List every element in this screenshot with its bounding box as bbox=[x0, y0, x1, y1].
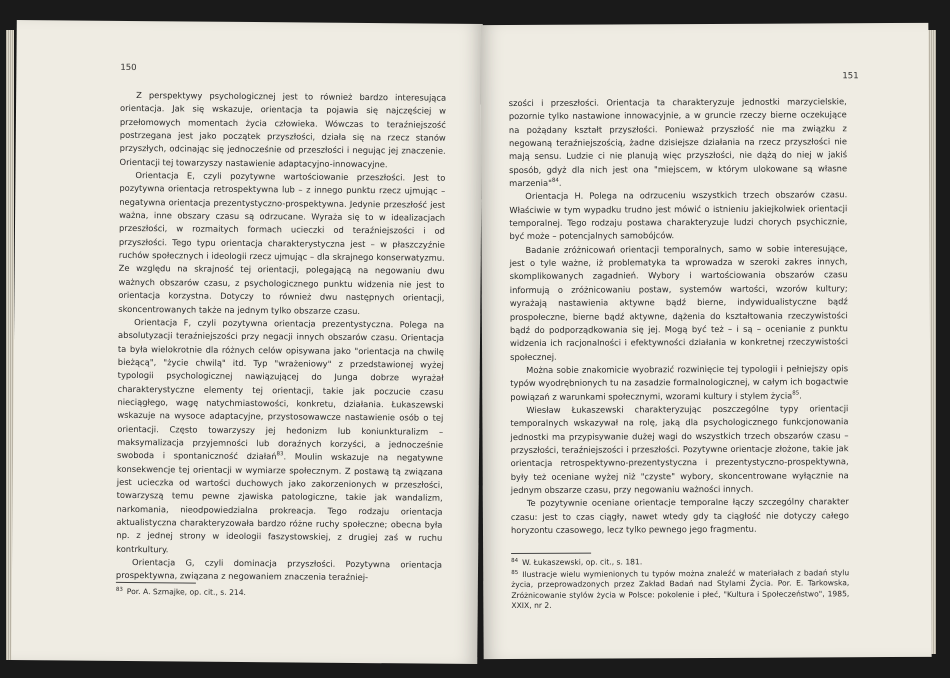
footnote-number: 83 bbox=[115, 586, 123, 593]
footnote-number: 85 bbox=[511, 569, 519, 576]
paragraph: szości i przeszłości. Orientacja ta charakteryzuje jednostki marzycielskie, pozornie tylko nastawione innowacyjnie, a w gruncie rzeczy bierne oczekujące na pożądany kształt przyszłości. Ponieważ przyszłość nie ma związku z negowaną teraźniejszością, żadne dzisiejsze działania na rzecz przyszłości nie mają sensu. Ludzie ci nie planują więc przyszłości, nie dążą do niej w jakiś sposób, gdyż dla nich jest ona "miejscem, w którym ulokowane są własne marzenia"$^{84}$. bbox=[508, 96, 848, 189]
footnotes bbox=[116, 574, 442, 601]
footnote-ref: 85 bbox=[792, 390, 800, 397]
footnote-text: Por. A. Szmajke, op. cit., s. 214. bbox=[126, 586, 247, 598]
right-page bbox=[480, 23, 931, 659]
paragraph-text: Orientacja F, czyli pozytywna orientacja prezentystyczna. Polega na absolutyzacji teraźniejszości przy negacji innych obszarów czasu. Orientacja ta była wielokrotnie dla różnych celów opisywana jako "orientacja na chwilę bieżącą", "życie chwilą" itd. Typ "wrażeniowy" z przedstawionej wyżej typologii psychologicznej nawiązującej do Junga dobrze wyrażał charakterystyczne elementy tej orientacji, takie jak poczucie czasu nieciągłego, wagę natychmiastowości, konkretu, działania. Łukaszewski wskazuje na wysoce adaptacyjne, przystosowawcze nastawienie osób o tej orientacji. Często towarzyszy jej hedonizm lub koniunkturalizm – maksymalizacja przyjemności lub doraźnych korzyści, a jednocześnie swoboda i spontaniczność działań bbox=[116, 316, 445, 462]
footnote bbox=[511, 556, 849, 611]
footnote-number: 84 bbox=[511, 557, 519, 565]
footnote-divider bbox=[116, 582, 196, 584]
page-body bbox=[116, 89, 446, 586]
paragraph: Wiesław Łukaszewski charakteryzując poszczególne typy orientacji temporalnych wskazywał na rolę, jaką dla psychologicznego funkcjonowania jednostki ma przypisywanie dużej wagi do wszystkich trzech obszarów czasu – przyszłości, teraźniejszości i przeszłości. Pozytywne orientacje złożone, takie jak orientacja retrospektywno-prezentystyczna i prezentystyczno-prospektywna, były też oceniane wyżej niż "czyste" wybory, skoncentrowane wyłącznie na jednym obszarze czasu, przy negowaniu ważności innych. bbox=[510, 403, 849, 495]
page-body bbox=[509, 95, 849, 537]
footnote-ref: 83 bbox=[276, 451, 284, 458]
page-number: 151 bbox=[842, 71, 859, 82]
page-number: 150 bbox=[120, 62, 137, 74]
paragraph: Można sobie znakomicie wyobrazić rozwinięcie tej typologii i pełniejszy opis typów wyodrębnionych tu na zasadzie formalnologicznej, w całym ich bogactwie powiązań z warunkami społecznymi, wzorami kultury i stylem życia$^{85}$. bbox=[510, 363, 849, 402]
paragraph: Orientacja F, czyli pozytywna orientacja prezentystyczna. Polega na absolutyzacji teraźniejszości przy negacji innych obszarów czasu. Orientacja ta była wielokrotnie dla różnych celów opisywana jako "orientacja na chwilę bieżącą", "życie chwilą" itd. Typ "wrażeniowy" z przedstawionej wyżej typologii psychologicznej nawiązującej do Junga dobrze wyrażał charakterystyczne elementy tej orientacji, takie jak poczucie czasu nieciągłego, wagę natychmiastowości, konkretu, działania. Łukaszewski wskazuje na wysoce adaptacyjne, przystosowawcze nastawienie osób o tej orientacji. Często towarzyszy jej hedonizm lub koniunkturalizm – maksymalizacja przyjemności lub doraźnych korzyści, a jednocześnie swoboda i spontaniczność działań$^{83}$. Moulin wskazuje na negatywne konsekwencje tej orientacji w wymiarze społecznym. Z postawą tą związana jest ucieczka od wartości duchowych jako zakorzenionych w przeszłości, towarzyszą temu pewne zjawiska patologiczne, takie jak wandalizm, narkomania, nieodpowiedzialna prokreacja. Tego rodzaju orientacja aktualistyczna charakteryzowała bardzo różne ruchy społeczne; obecna była np. z jednej strony w ideologii faszystowskiej, z drugiej zaś w ruchu kontrkultury. bbox=[116, 316, 445, 555]
paragraph-text: szości i przeszłości. Orientacja ta charakteryzuje jednostki marzycielskie, pozornie tylko nastawione innowacyjnie, a w gruncie rzeczy bierne oczekujące na pożądany kształt przyszłości. Ponieważ przyszłość nie ma związku z negowaną teraźniejszością, żadne dzisiejsze działania na rzecz przyszłości nie mają sensu. Ludzie ci nie planują więc przyszłości, nie dążą do niej w jakiś sposób, gdyż dla nich jest ona "miejscem, w którym ulokowane są własne marzenia" bbox=[508, 96, 848, 189]
paragraph-text: Można sobie znakomicie wyobrazić rozwinięcie tej typologii i pełniejszy opis typów wyodrębnionych tu na zasadzie formalnologicznej, w całym ich bogactwie powiązań z warunkami społecznymi, wzorami kultury i stylem życia bbox=[510, 363, 849, 402]
footnote-text: W. Łukaszewski, op. cit., s. 181. bbox=[522, 557, 643, 567]
paragraph: Orientacja H. Polega na odrzuceniu wszystkich trzech obszarów czasu. Właściwie w tym wypadku trudno jest mówić o istnieniu jakiejkolwiek orientacji temporalnej. Tego rodzaju postawa charakteryzuje ludzi chorych psychicznie, być może – potencjalnych samobójców. bbox=[509, 189, 848, 242]
left-page bbox=[11, 20, 483, 664]
footnotes bbox=[511, 543, 849, 612]
footnote-divider bbox=[511, 553, 591, 554]
paragraph: Badanie zróżnicowań orientacji temporalnych, samo w sobie interesujące, jest o tyle ważne, iż problematyka ta wprowadza w szeroki zakres innych, skomplikowanych zagadnień. Wybory i wartościowania obszarów czasu informują o zróżnicowaniu postaw, systemów wartości, wzorów kultury; wyrażają nastawienia aktywne bądź bierne, indywidualistyczne bądź prospołeczne, bierne bądź aktywne, dążenia do kształtowania rzeczywistości bądź do podporządkowania się jej. Mogą być też – i są – ocenianie z punktu widzenia ich racjonalności i efektywności działania w konkretnej rzeczywistości społecznej. bbox=[509, 243, 849, 362]
paragraph: Orientacja E, czyli pozytywne wartościowanie przeszłości. Jest to pozytywna orientacja retrospektywna lub – z innego punktu rzecz ujmując – negatywna orientacja prezentystyczno-prospektywna. Jedynie przeszłość jest ważna, inne obszary czasu są odrzucane. Wyraża się to w idealizacjach przeszłości, w rozmaitych formach ucieczki od teraźniejszości i od przyszłości. Tego typu orientacja charakterystyczna jest – w płaszczyźnie ruchów społecznych i ideologii rzecz ujmując – dla skrajnego konserwatyzmu. Ze względu na skrajność tej orientacji, polegającą na negowaniu dwu ważnych obszarów czasu, z psychologicznego punktu widzenia nie jest to orientacja korzystna. Dotyczy to również dwu następnych orientacji, skoncentrowanych także na jednym tylko obszarze czasu. bbox=[118, 170, 446, 316]
paragraph: Z perspektywy psychologicznej jest to również bardzo interesująca orientacja. Jak się wskazuje, orientacja ta pojawia się najczęściej w przełomowych momentach życia człowieka. Wówczas to teraźniejszość postrzegana jest jako początek przyszłości, działa się na rzecz stanów przyszłych, odcinając się jednocześnie od przeszłości i negując jej znaczenie. Orientacji tej towarzyszy nastawienie adaptacyjno-innowacyjne. bbox=[119, 90, 447, 169]
footnote bbox=[116, 587, 442, 600]
paragraph-text: Moulin wskazuje na negatywne konsekwencje tej orientacji w wymiarze społecznym. Z postawą tą związana jest ucieczka od wartości duchowych jako zakorzenionych w przeszłości, towarzyszą temu pewne zjawiska patologiczne, takie jak wandalizm, narkomania, nieodpowiedzialna prokreacja. Tego rodzaju orientacja aktualistyczna charakteryzowała bardzo różne ruchy społeczne; obecna była np. z jednej strony w ideologii faszystowskiej, z drugiej zaś w ruchu kontrkultury. bbox=[116, 451, 444, 555]
paragraph: Te pozytywnie oceniane orientacje temporalne łączy szczególny charakter czasu: jest to czas ciągły, nawet wtedy gdy ta ciągłość nie dotyczy całego horyzontu czasowego, lecz tylko pewnego jego fragmentu. bbox=[510, 496, 849, 536]
paragraph: Orientacja G, czyli dominacja przyszłości. Pozytywna orientacja prospektywna, związana z negowaniem znaczenia teraźniej- bbox=[115, 557, 443, 583]
footnote-text: Ilustracje wielu wymienionych tu typów można znaleźć w materiałach z badań stylu życia, przeprowadzonych przez Zakład Badań nad Stylami Życia. Por. E. Tarkowska, Zróżnicowanie stylów życia w Polsce: pokolenie i płeć, "Kultura i Społeczeństwo", 1985, XXIX, nr 2. bbox=[511, 567, 850, 611]
footnote-ref: 84 bbox=[551, 177, 559, 184]
